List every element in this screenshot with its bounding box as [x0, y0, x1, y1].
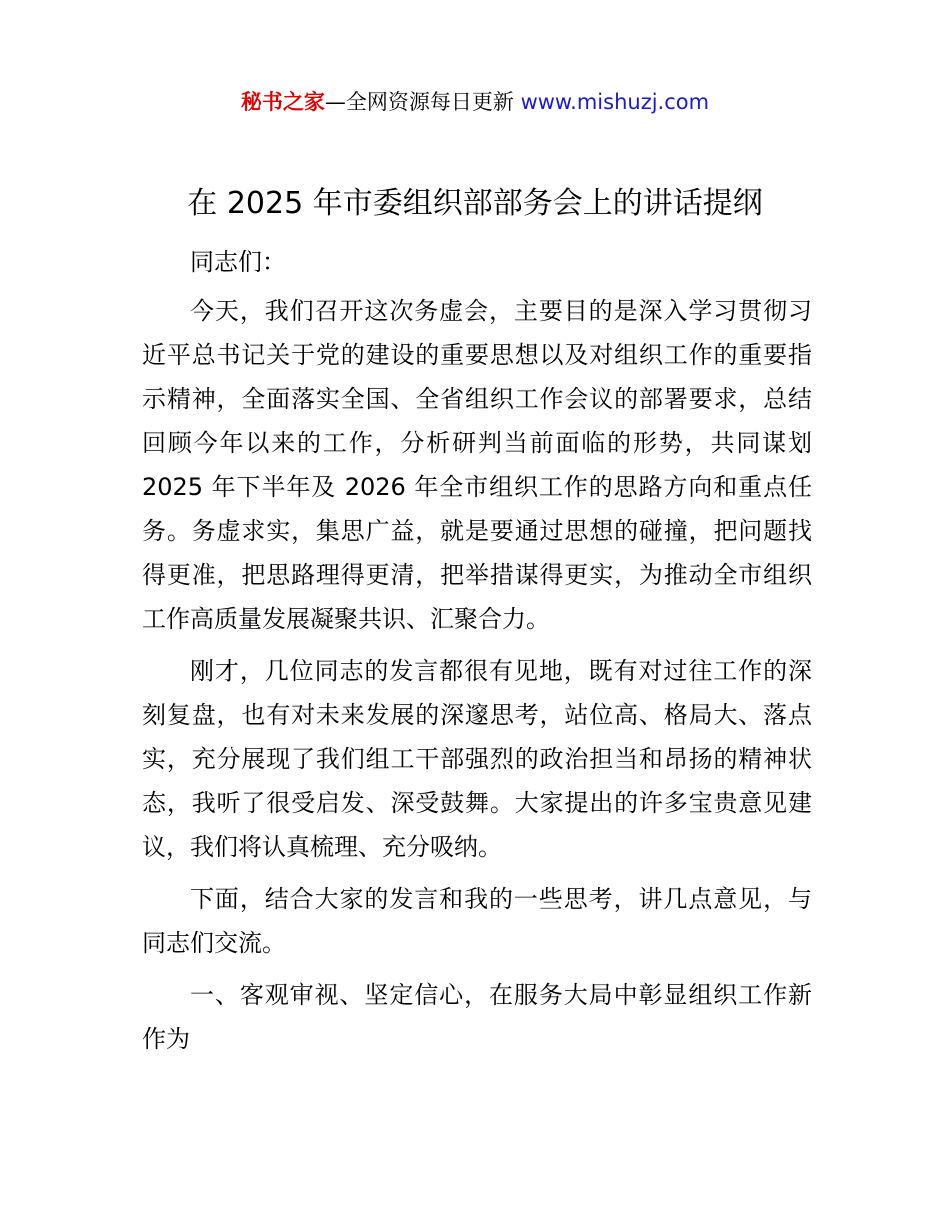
brand-name: 秘书之家 — [240, 90, 325, 114]
document-body — [142, 240, 812, 1069]
site-header — [0, 88, 950, 116]
paragraph-transition: 下面，结合大家的发言和我的一些思考，讲几点意见，与同志们交流。 — [142, 885, 812, 957]
header-tagline: —全网资源每日更新 — [324, 90, 521, 114]
section-heading-one: 一、客观审视、坚定信心，在服务大局中彰显组织工作新作为 — [142, 981, 812, 1053]
paragraph-feedback: 刚才，几位同志的发言都很有见地，既有对过往工作的深刻复盘，也有对未来发展的深邃思考，站位高、格局大、落点实，充分展现了我们组工干部强烈的政治担当和昂扬的精神状态，我听了很受启发、深受鼓舞。大家提出的许多宝贵意见建议，我们将认真梳理、充分吸纳。 — [142, 657, 812, 861]
salutation: 同志们： — [190, 248, 286, 276]
document-title: 在 2025 年市委组织部部务会上的讲话提纲 — [187, 186, 763, 221]
site-url-link[interactable]: www.mishuzj.com — [520, 90, 710, 114]
paragraph-opening: 今天，我们召开这次务虚会，主要目的是深入学习贯彻习近平总书记关于党的建设的重要思想以及对组织工作的重要指示精神，全面落实全国、全省组织工作会议的部署要求，总结回顾今年以来的工作，分析研判当前面临的形势，共同谋划 2025 年下半年及 2026 年全市组织工作的思路方向和重点任务。务虚求实，集思广益，就是要通过思想的碰撞，把问题找得更准，把思路理得更清，把举措谋得更实，为推动全市组织工作高质量发展凝聚共识、汇聚合力。 — [142, 297, 812, 633]
